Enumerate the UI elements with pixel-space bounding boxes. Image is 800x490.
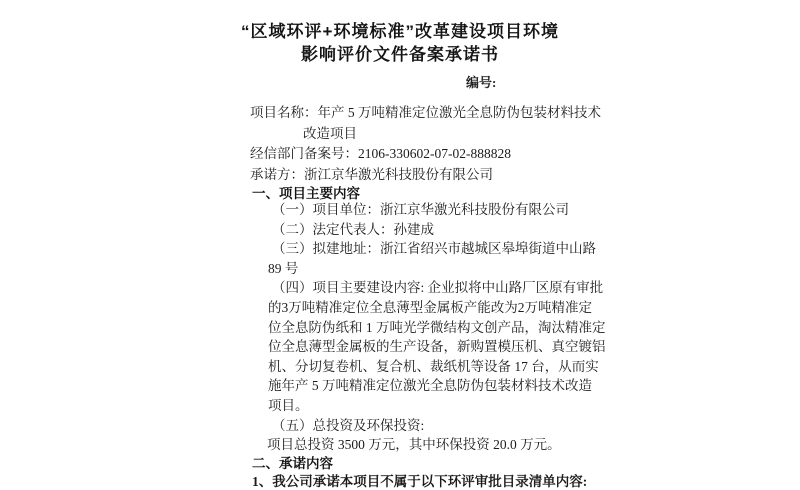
document-title-line2: 影响评价文件备案承诺书 [301,45,499,64]
item5-investment-heading: （五）总投资及环保投资: [272,417,425,433]
section2-commitment-line1: 1、我公司承诺本项目不属于以下环评审批目录清单内容: [252,474,588,489]
section1-heading: 一、项目主要内容 [252,186,360,201]
document-title [0,20,800,66]
item4-construction-content-line7: 项目。 [268,397,309,413]
item5-investment-detail: 项目总投资 3500 万元，其中环保投资 20.0 万元。 [267,437,561,453]
item4-construction-content-line6: 施年产 5 万吨精准定位激光全息防伪包装材料技术改造 [268,378,592,394]
item1-project-unit: （一）项目单位：浙江京华激光科技股份有限公司 [272,202,569,217]
serial-number-label: 编号: [466,75,497,90]
project-name-continuation: 改造项目 [303,125,357,141]
item3-address-continuation: 89 号 [268,260,299,276]
section2-heading: 二、承诺内容 [252,456,333,471]
item4-construction-content-line5: 机、分切复卷机、复合机、裁纸机等设备 17 台，从而实 [268,358,599,374]
item2-legal-representative: （二）法定代表人：孙建成 [272,221,434,237]
section1-body [250,200,610,455]
record-number-line: 经信部门备案号：2106-330602-07-02-888828 [250,146,511,161]
item3-proposed-address: （三）拟建地址：浙江省绍兴市越城区皋埠街道中山路 [272,241,596,257]
document-title-line1: “区域环评+环境标准”改革建设项目环境 [241,22,559,41]
item4-construction-content-line3: 位全息防伪纸和 1 万吨光学微结构文创产品，淘汰精准定 [268,319,606,335]
item4-construction-content-line2: 的3万吨精准定位全息薄型金属板产能改为2万吨精准定 [268,299,592,315]
item4-construction-content-line4: 位全息薄型金属板的生产设备，新购置模压机、真空镀铝 [268,339,606,355]
project-name-line: 项目名称：年产 5 万吨精准定位激光全息防伪包装材料技术 [250,105,601,120]
header-fields [250,103,610,185]
promisor-line: 承诺方：浙江京华激光科技股份有限公司 [250,166,493,182]
item4-construction-content-line1: （四）项目主要建设内容: 企业拟将中山路厂区原有审批 [272,280,604,296]
